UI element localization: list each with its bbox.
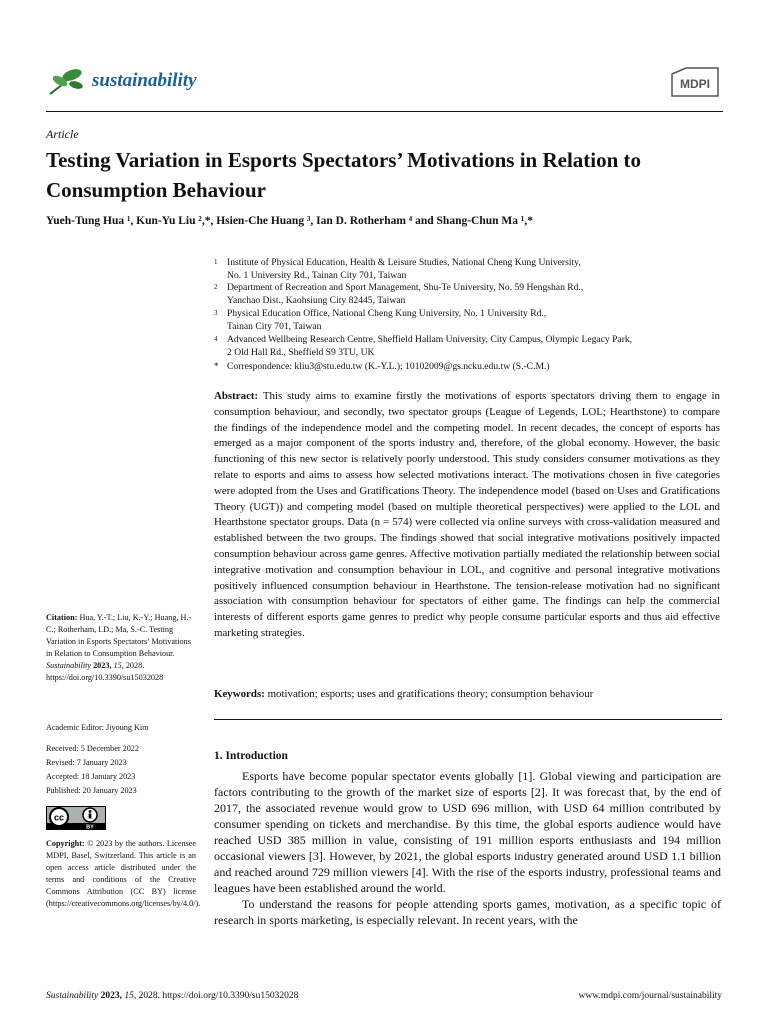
affiliation-line: Yanchao Dist., Kaohsiung City 82445, Taiwan xyxy=(227,295,406,306)
copyright-text: © 2023 by the authors. Licensee MDPI, Basel, Switzerland. This article is an open access article distributed under the terms and conditions of the Creative Commons Attribution (CC BY) license (https://creativecommons.org/licenses/by/4.0/). xyxy=(46,839,201,908)
sustainability-leaf-logo-icon xyxy=(46,66,88,98)
footer-journal: Sustainability xyxy=(46,991,99,1001)
affiliation-line: Tainan City 701, Taiwan xyxy=(227,321,322,332)
footer-doi[interactable]: 2028. https://doi.org/10.3390/su15032028 xyxy=(138,991,299,1001)
abstract xyxy=(214,389,720,642)
footer-year: 2023, xyxy=(100,991,122,1001)
footer-journal-url[interactable]: www.mdpi.com/journal/sustainability xyxy=(578,991,722,1001)
affiliation-line: Institute of Physical Education, Health & Leisure Studies, National Cheng Kung University, xyxy=(227,257,581,268)
cc-by-license-icon xyxy=(46,806,106,830)
keywords xyxy=(214,688,720,700)
copyright-label: Copyright: xyxy=(46,839,85,848)
cc-badge-text: BY xyxy=(86,824,94,830)
article-title: Testing Variation in Esports Spectators’ Motivations in Relation to Consumption Behaviour xyxy=(46,148,642,202)
mdpi-logo-icon xyxy=(668,66,722,100)
affiliation-line: Physical Education Office, National Cheng Kung University, No. 1 University Rd., xyxy=(227,308,547,319)
intro-paragraph-2: To understand the reasons for people attending sports games, motivation, as a specific topic of research in sports marketing, is especially relevant. In recent years, with the xyxy=(214,897,721,927)
keywords-divider xyxy=(214,719,722,720)
svg-text:cc: cc xyxy=(53,812,65,823)
author-list: Yueh-Tung Hua ¹, Kun-Yu Liu ²,*, Hsien-Che Huang ³, Ian D. Rotherham ⁴ and Shang-Chun Ma ¹,* xyxy=(46,215,533,227)
received-date: Received: 5 December 2022 xyxy=(46,744,139,753)
footer-citation xyxy=(46,991,298,1001)
abstract-text: This study aims to examine firstly the motivations of esports spectators driving them to engage in consumption behaviour, and secondly, two spectator groups (League of Legends, LOL; Hearthstone) to compare the findings of the independence model and the competing model. In recent decades, the concept of esports has emerged as a major component of the sports industry and, therefore, of the global economy. However, the basic functioning of this new sector is relatively poorly understood. This study considers consumer motivations as they relate to esports and aims to assess how selected motivations interact. The motivations chosen in five categories were adopted from the Uses and Gratifications Theory. The independence model (based on Uses and Gratifications Theory (UGT)) and competing model (based on multiple theoretical perspectives) were applied to the LOL and Hearthstone spectator groups. Data (n = 574) were collected via online surveys with cross-validation measured and established between the two groups. The findings showed that social integrative motivations positively impacted consumption behaviour across game genres. Affective motivation partially mediated the relationship between social integrative motivation and consumption behaviour in LOL, and cognitive and personal integrative motivations positively influenced consumption behaviour in Hearthstone. The tension-release motivation had no significant association with consumption behaviour for spectators of either game. The findings can help the commercial interests of different esports game genres to predict why people consume particular esports and thus aid effective marketing strategies. xyxy=(214,390,721,639)
academic-editor: Academic Editor: Jiyoung Kim xyxy=(46,723,149,732)
section-heading-introduction: 1. Introduction xyxy=(214,750,288,762)
affiliation-number: * xyxy=(214,361,219,371)
affiliation-line: Advanced Wellbeing Research Centre, Sheffield Hallam University, City Campus, Olympic Legacy Park, xyxy=(227,334,633,345)
accepted-date: Accepted: 18 January 2023 xyxy=(46,772,136,781)
published-date: Published: 20 January 2023 xyxy=(46,786,137,795)
citation-text: Hua, Y.-T.; Liu, K.-Y.; Huang, H.-C.; Rotherham, I.D.; Ma, S.-C. Testing Variation in Esports Spectators’ Motivations in Relation to Consumption Behaviour. xyxy=(46,613,192,658)
abstract-label: Abstract: xyxy=(214,390,259,402)
citation xyxy=(46,612,196,684)
journal-name: sustainability xyxy=(92,70,197,91)
citation-year: 2023, xyxy=(93,661,112,670)
footer-volume: 15, xyxy=(124,991,137,1001)
affiliation-number: 1 xyxy=(214,258,218,266)
affiliation-line: No. 1 University Rd., Tainan City 701, Taiwan xyxy=(227,270,407,281)
header-divider xyxy=(46,111,723,112)
affiliation-line: Correspondence: kliu3@stu.edu.tw (K.-Y.L.); 10102009@gs.ncku.edu.tw (S.-C.M.) xyxy=(227,361,550,372)
affiliation-line: 2 Old Hall Rd., Sheffield S9 3TU, UK xyxy=(227,347,375,358)
affiliation-number: 3 xyxy=(214,309,218,317)
keywords-text: motivation; esports; uses and gratifications theory; consumption behaviour xyxy=(267,688,594,700)
introduction-body xyxy=(214,768,721,928)
article-type: Article xyxy=(46,127,79,141)
affiliation-number: 2 xyxy=(214,283,218,291)
revised-date: Revised: 7 January 2023 xyxy=(46,758,127,767)
intro-paragraph-1: Esports have become popular spectator events globally [1]. Global viewing and participation are factors contributing to the growth of the market size of esports [2]. It was forecast that, by the end of 2017, the associated revenue would grow to USD 696 million, with USD 64 million contributed by consumer spending on tickets and merchandise. By this time, the global esports audience would have reached USD 385 million in value, consisting of 191 million esports enthusiasts and 194 million occasional viewers [3]. However, by 2021, the global esports industry generated around USD 1.1 billion and reached around 729 million viewers [4]. With the rise of the esports industry, professional teams and leagues have been established around the world. xyxy=(214,769,721,895)
citation-doi[interactable]: 2028. https://doi.org/10.3390/su15032028 xyxy=(46,661,164,682)
keywords-label: Keywords: xyxy=(214,688,265,700)
publisher-logo-text: MDPI xyxy=(680,77,710,91)
citation-label: Citation: xyxy=(46,613,78,622)
copyright-notice xyxy=(46,838,201,910)
affiliation-line: Department of Recreation and Sport Management, Shu-Te University, No. 59 Hengshan Rd., xyxy=(227,282,584,293)
affiliation-number: 4 xyxy=(214,335,218,343)
citation-volume: 15, xyxy=(113,661,124,670)
citation-journal: Sustainability xyxy=(46,661,92,670)
